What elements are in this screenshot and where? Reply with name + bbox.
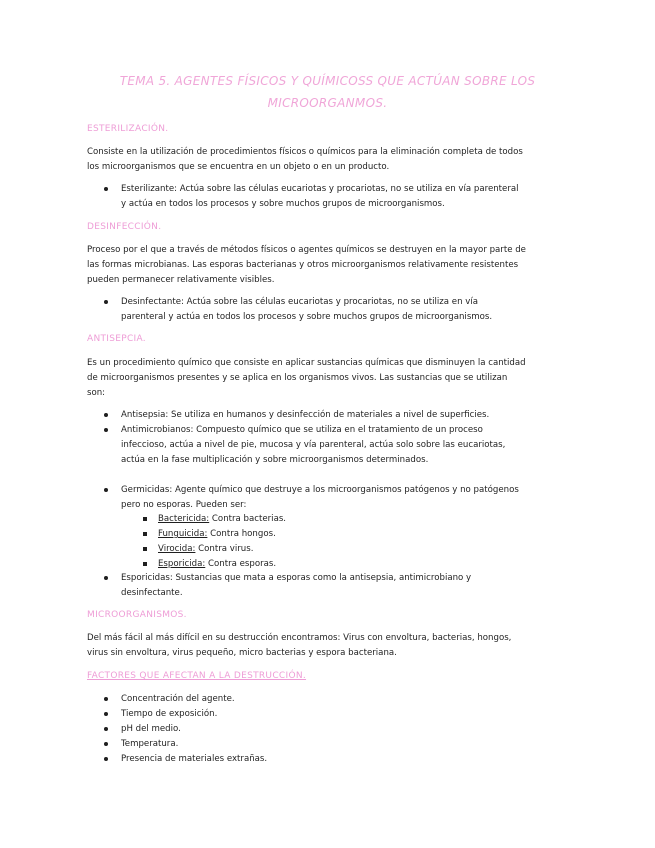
sublist-term: Virocida: (158, 544, 196, 554)
sublist-item (143, 542, 286, 557)
list-item: Temperatura. (104, 737, 524, 752)
heading-microorganismos: MICROORGANISMOS. (87, 610, 187, 620)
list-item: Presencia de materiales extrañas. (104, 752, 524, 767)
title-line-2: MICROORGANMOS. (267, 96, 388, 110)
sublist-term: Bactericida: (158, 514, 210, 524)
list-germicidas (104, 483, 524, 513)
list-item: Esporicidas: Sustancias que mata a esporas como la antisepsia, antimicrobiano y desinfectante. (104, 571, 524, 601)
list-esterilizacion (104, 182, 524, 212)
heading-factores: FACTORES QUE AFECTAN A LA DESTRUCCIÓN. (87, 671, 307, 681)
list-item: Germicidas: Agente químico que destruye a los microorganismos patógenos y no patógenos pero no esporas. Pueden ser: (104, 483, 524, 513)
list-factores (104, 692, 524, 767)
list-item: Esterilizante: Actúa sobre las células eucariotas y procariotas, no se utiliza en vía parenteral y actúa en todos los procesos y sobre muchos grupos de microorganismos. (104, 182, 524, 212)
list-item: Antimicrobianos: Compuesto químico que se utiliza en el tratamiento de un proceso infeccioso, actúa a nivel de pie, mucosa y vía parenteral, actúa solo sobre las eucariotas, actúa en la fase multiplicación y sobre microorganismos determinados. (104, 423, 524, 468)
sublist-term: Funguicida: (158, 529, 208, 539)
sublist-germicidas (143, 512, 286, 572)
list-item: Tiempo de exposición. (104, 707, 524, 722)
paragraph-antisepcia: Es un procedimiento químico que consiste en aplicar sustancias químicas que disminuyen la cantidad de microorganismos presentes y se aplica en los organismos vivos. Las sustancias que se utilizan son: (87, 358, 526, 398)
sublist-item (143, 527, 286, 542)
list-item: Antisepsia: Se utiliza en humanos y desinfección de materiales a nivel de superficies. (104, 408, 524, 423)
heading-antisepcia: ANTISEPCIA. (87, 334, 146, 344)
sublist-desc: Contra bacterias. (209, 514, 287, 524)
heading-desinfeccion: DESINFECCIÓN. (87, 222, 162, 232)
list-esporicidas (104, 571, 524, 601)
sublist-desc: Contra hongos. (207, 529, 276, 539)
sublist-term: Esporicida: (158, 559, 206, 569)
sublist-item (143, 557, 286, 572)
paragraph-esterilizacion: Consiste en la utilización de procedimientos físicos o químicos para la eliminación completa de todos los microorganismos que se encuentra en un objeto o en un producto. (87, 147, 523, 172)
heading-esterilizacion: ESTERILIZACIÓN. (87, 124, 169, 134)
sublist-item (143, 512, 286, 527)
list-item: pH del medio. (104, 722, 524, 737)
paragraph-desinfeccion: Proceso por el que a través de métodos físicos o agentes químicos se destruyen en la mayor parte de las formas microbianas. Las esporas bacterianas y otros microorganismos relativamente resistentes pueden permanecer relativamente visibles. (87, 245, 526, 285)
list-desinfeccion (104, 295, 524, 325)
list-item: Desinfectante: Actúa sobre las células eucariotas y procariotas, no se utiliza en vía parenteral y actúa en todos los procesos y sobre muchos grupos de microorganismos. (104, 295, 524, 325)
title-line-1: TEMA 5. AGENTES FÍSICOS Y QUÍMICOSS QUE ACTÚAN SOBRE LOS (119, 74, 536, 88)
list-antisepcia (104, 408, 524, 468)
list-item: Concentración del agente. (104, 692, 524, 707)
sublist-desc: Contra esporas. (205, 559, 277, 569)
document-title (80, 70, 575, 114)
paragraph-microorganismos: Del más fácil al más difícil en su destrucción encontramos: Virus con envoltura, bacterias, hongos, virus sin envoltura, virus pequeño, micro bacterias y espora bacteriana. (87, 633, 512, 658)
sublist-desc: Contra virus. (195, 544, 254, 554)
